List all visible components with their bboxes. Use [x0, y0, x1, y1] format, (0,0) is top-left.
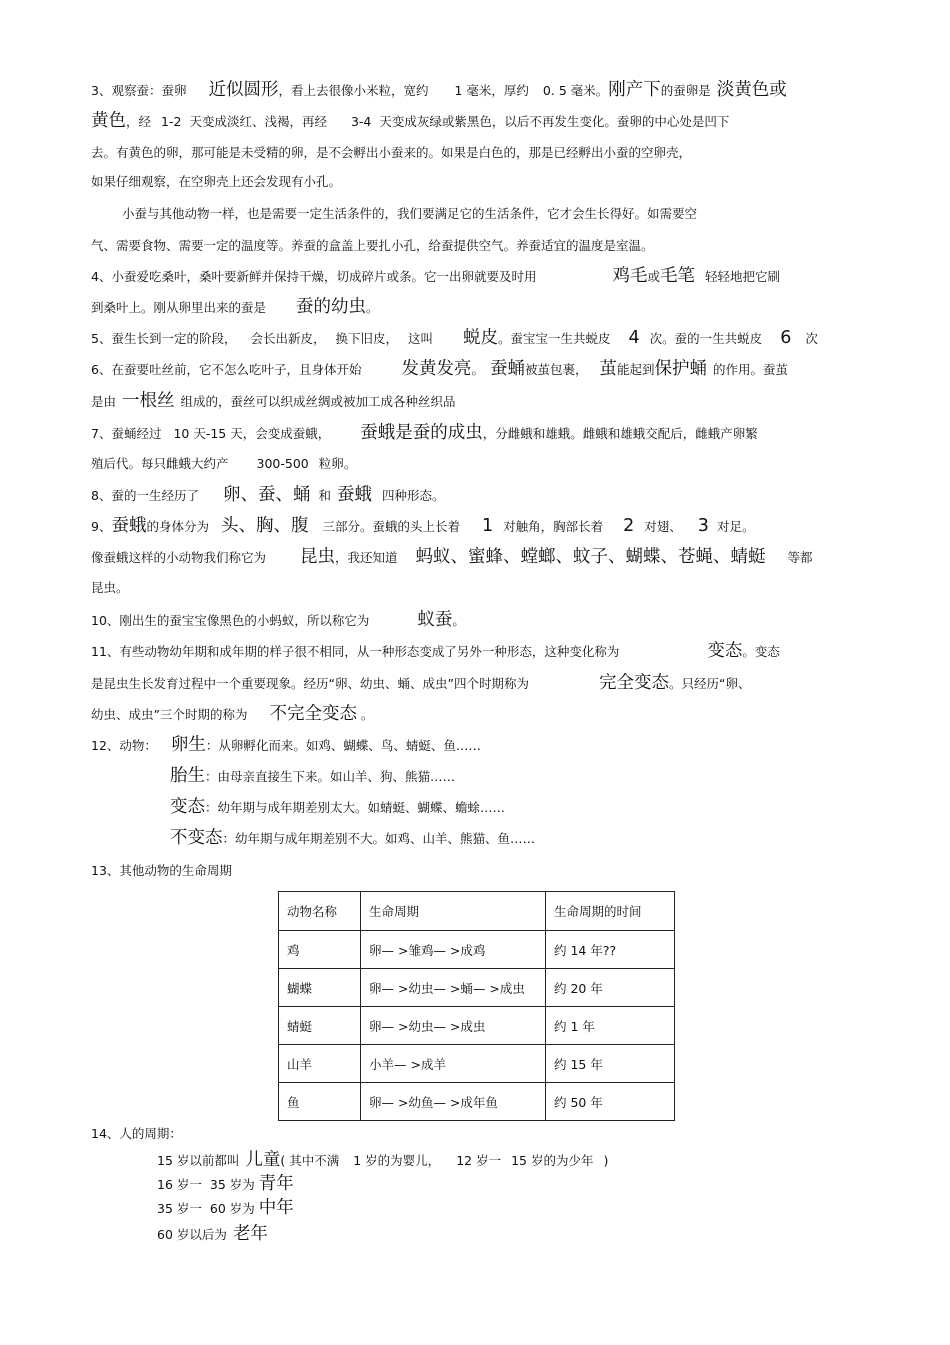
- s9-line3: [91, 578, 129, 598]
- s5-line1: [91, 328, 818, 349]
- answer: 毛笔: [659, 266, 695, 286]
- text: 小蚕与其他动物一样，也是需要一定生活条件的，我们要满足它的生活条件，它才会生长得好。如需要空: [122, 206, 698, 221]
- text: 10、刚出生的蚕宝宝像黑色的小蚂蚁，所以称它为: [91, 613, 370, 628]
- table-cell: 蜻蜓: [279, 1007, 361, 1045]
- text: 对翅、: [644, 519, 682, 534]
- s11-line3: [91, 704, 374, 725]
- table-cell: 约 50 年: [546, 1083, 675, 1121]
- text: 。只经历“卵、: [668, 676, 751, 691]
- text: 60 岁为: [209, 1201, 255, 1216]
- text: 次: [805, 331, 818, 346]
- s3-line6: [91, 236, 654, 256]
- s12-line1: [91, 735, 481, 756]
- text: 被茧包裹，: [524, 362, 588, 377]
- text: 8、蚕的一生经历了: [91, 488, 199, 503]
- text: 5、蚕生长到一定的阶段，: [91, 331, 237, 346]
- table-cell: 卵— >雏鸡— >成鸡: [361, 931, 546, 969]
- s7-line1: [91, 423, 758, 444]
- text: 3-4: [350, 114, 372, 129]
- answer: 6: [780, 328, 792, 348]
- s13-title: [91, 861, 232, 881]
- table-row: [279, 1007, 675, 1045]
- answer: 蚕的幼虫: [296, 297, 367, 317]
- s14-line1: [157, 1149, 608, 1172]
- s3-line4: [91, 172, 341, 192]
- text: 1 毫米，厚约: [454, 83, 529, 98]
- text: 三部分。蚕蛾的头上长着: [322, 519, 460, 534]
- text: 0. 5 毫米。: [542, 83, 609, 98]
- answer: 蚕蛾: [111, 516, 147, 536]
- answer: 不完全变态: [269, 704, 357, 724]
- text: 对触角，胸部长着: [503, 519, 604, 534]
- text: 昆虫。: [91, 580, 129, 595]
- answer: 胎生: [170, 766, 205, 786]
- text: 天变成灰绿或紫黑色，以后不再发生变化。蚕卵的中心处是凹下: [379, 114, 730, 129]
- text: 轻轻地把它刷: [704, 269, 780, 284]
- answer: 蚕蛾是蚕的成虫: [360, 423, 483, 443]
- text: 12、动物：: [91, 738, 157, 753]
- table-cell: 约 1 年: [546, 1007, 675, 1045]
- text: 或: [647, 269, 660, 284]
- text: 组成的，蚕丝可以织成丝绸或被加工成各种丝织品: [180, 394, 456, 409]
- s3-line5: [122, 204, 697, 224]
- text: 3、观察蚕：蚕卵: [91, 83, 187, 98]
- section-title: 13、其他动物的生命周期: [91, 863, 232, 878]
- text: 。: [360, 707, 374, 722]
- column-header: 动物名称: [279, 892, 361, 931]
- answer: 1: [481, 516, 494, 536]
- text: ，分雌蛾和雄蛾。雌蛾和雄蛾交配后，雌蛾产卵繁: [482, 426, 758, 441]
- text: ：幼年期与成年期差别不大。如鸡、山羊、熊猫、鱼……: [222, 831, 536, 846]
- s6-line2: [91, 391, 456, 412]
- text: 换下旧皮，: [335, 331, 398, 346]
- table-cell: 约 15 年: [546, 1045, 675, 1083]
- table-cell: 约 14 年??: [546, 931, 675, 969]
- s14-line2: [157, 1173, 294, 1196]
- s4-line1: [91, 266, 780, 287]
- answer: 蚁蚕: [417, 610, 453, 630]
- s12-line3: [170, 797, 505, 818]
- text: 的身体分为: [146, 519, 209, 534]
- answer: 蚂蚁、蜜蜂、螳螂、蚊子、蝴蝶、苍蝇、蜻蜓: [415, 547, 766, 567]
- text: 的蚕卵是: [660, 83, 711, 98]
- answer: 3: [697, 516, 709, 536]
- text: 是昆虫生长发育过程中一个重要现象。经历“卵、幼虫、蛹、成虫”四个时期称为: [91, 676, 529, 691]
- column-header: 生命周期的时间: [546, 892, 675, 931]
- table-row: [279, 1045, 675, 1083]
- s11-line1: [91, 641, 780, 662]
- answer: 近似圆形: [208, 80, 279, 100]
- s14-line3: [157, 1197, 294, 1220]
- text: 1-2: [161, 114, 182, 129]
- answer: 老年: [232, 1224, 268, 1244]
- table-header-row: [279, 892, 675, 931]
- s11-line2: [91, 673, 750, 694]
- answer: 儿童: [245, 1150, 281, 1170]
- s9-line1: [91, 516, 754, 537]
- text: 像蚕蛾这样的小动物我们称它为: [91, 550, 267, 565]
- answer: 不变态: [170, 828, 223, 848]
- answer: 卵、蚕、蛹: [222, 485, 311, 505]
- table-row: [279, 1083, 675, 1121]
- table-cell: 卵— >幼虫— >成虫: [361, 1007, 546, 1045]
- s14-title: [91, 1124, 182, 1144]
- table-cell: 卵— >幼鱼— >成年鱼: [361, 1083, 546, 1121]
- text: 。蚕宝宝一生共蜕皮: [498, 331, 611, 346]
- table-cell: 蝴蝶: [279, 969, 361, 1007]
- text: 35 岁为: [209, 1177, 255, 1192]
- answer: 中年: [258, 1198, 294, 1218]
- answer: 刚产下: [608, 80, 661, 100]
- s14-line4: [157, 1223, 268, 1246]
- text: 。变态: [742, 644, 780, 659]
- text: 1 岁的为婴儿，: [353, 1153, 441, 1168]
- text: ：由母亲直接生下来。如山羊、狗、熊猫……: [205, 769, 456, 784]
- text: 4、小蚕爱吃桑叶，桑叶要新鲜并保持干燥，切成碎片或条。它一出卵就要及时用: [91, 269, 537, 284]
- text: ，经: [126, 114, 152, 129]
- text: 35 岁一: [157, 1201, 202, 1216]
- text: 。: [452, 613, 465, 628]
- text: 能起到: [617, 362, 655, 377]
- s6-line1: [91, 359, 788, 380]
- text: 这叫: [408, 331, 434, 346]
- text: 10 天-15 天，会变成蚕蛾，: [173, 426, 331, 441]
- text: 16 岁一: [157, 1177, 202, 1192]
- answer: 茧: [599, 359, 617, 379]
- answer: 蚕蛹: [489, 359, 525, 379]
- text: 会长出新皮，: [250, 331, 326, 346]
- text: 15 岁的为少年: [511, 1153, 594, 1168]
- text: 7、蚕蛹经过: [91, 426, 162, 441]
- text: 天变成淡红、浅褐，再经: [189, 114, 327, 129]
- answer: 4: [628, 328, 640, 348]
- s10-line1: [91, 610, 465, 631]
- text: 300-500: [256, 456, 309, 471]
- s12-line2: [170, 766, 455, 787]
- answer: 2: [623, 516, 635, 536]
- text: 是由: [91, 394, 117, 409]
- table-cell: 约 20 年: [546, 969, 675, 1007]
- table-cell: 鱼: [279, 1083, 361, 1121]
- text: 9、: [91, 519, 112, 534]
- s4-line2: [91, 297, 379, 318]
- answer: 鸡毛: [612, 266, 648, 286]
- s8-line1: [91, 485, 445, 506]
- text: ，我还知道: [335, 550, 398, 565]
- text: 四种形态。: [381, 488, 445, 503]
- s3-line3: [91, 143, 691, 163]
- answer: 黄色: [91, 111, 126, 131]
- answer: 保护蛹: [654, 359, 708, 379]
- text: 和: [318, 488, 331, 503]
- text: 对足。: [716, 519, 755, 534]
- text: 。: [471, 362, 484, 377]
- s9-line2: [91, 547, 813, 568]
- text: 到桑叶上。刚从卵里出来的蚕是: [91, 300, 267, 315]
- text: 气、需要食物、需要一定的温度等。养蚕的盒盖上要扎小孔，给蚕提供空气。养蚕适宜的温度是室温。: [91, 238, 654, 253]
- column-header: 生命周期: [361, 892, 546, 931]
- answer: 青年: [258, 1174, 294, 1194]
- answer: 蜕皮: [463, 328, 499, 348]
- text: ：从卵孵化而来。如鸡、蝴蝶、鸟、蜻蜓、鱼……: [205, 738, 481, 753]
- text: 15 岁以前都叫: [157, 1153, 240, 1168]
- table-row: [279, 931, 675, 969]
- text: 粒卵。: [318, 456, 357, 471]
- lifecycle-table: [278, 891, 675, 1121]
- text: ): [603, 1153, 609, 1168]
- answer: 淡黄色或: [716, 80, 787, 100]
- s3-line1: [91, 80, 787, 101]
- s7-line2: [91, 454, 356, 474]
- text: 。: [366, 300, 379, 315]
- answer: 头、胸、腹: [220, 516, 309, 536]
- text: 等都: [787, 550, 813, 565]
- text: 11、有些动物幼年期和成年期的样子很不相同，从一种形态变成了另外一种形态，这种变化称为: [91, 644, 620, 659]
- text: 次。蚕的一生共蜕皮: [649, 331, 763, 346]
- text: 的作用。蚕茧: [713, 362, 789, 377]
- text: ，看上去很像小米粒，宽约: [278, 83, 429, 98]
- answer: 变态: [170, 797, 205, 817]
- answer: 一根丝: [122, 391, 175, 411]
- table-cell: 小羊— >成羊: [361, 1045, 546, 1083]
- text: ：幼年期与成年期差别太大。如蜻蜓、蝴蝶、蟾蜍……: [205, 800, 506, 815]
- text: 去。有黄色的卵，那可能是未受精的卵，是不会孵出小蚕来的。如果是白色的，那是已经孵出小蚕的空卵壳，: [91, 145, 692, 160]
- answer: 蚕蛾: [336, 485, 372, 505]
- text: 6、在蚕要吐丝前，它不怎么吃叶子，且身体开始: [91, 362, 362, 377]
- table-row: [279, 969, 675, 1007]
- answer: 变态: [707, 641, 743, 661]
- text: 60 岁以后为: [157, 1227, 227, 1242]
- answer: 完全变态: [598, 673, 669, 693]
- answer: 发黄发亮: [401, 359, 472, 379]
- text: ( 其中不满: [280, 1153, 340, 1168]
- answer: 昆虫: [300, 547, 336, 567]
- s12-line4: [170, 828, 535, 849]
- text: 幼虫、成虫”三个时期的称为: [91, 707, 248, 722]
- text: 殖后代。每只雌蛾大约产: [91, 456, 229, 471]
- table-cell: 鸡: [279, 931, 361, 969]
- table-cell: 卵— >幼虫— >蛹— >成虫: [361, 969, 546, 1007]
- text: 如果仔细观察，在空卵壳上还会发现有小孔。: [91, 174, 342, 189]
- text: 12 岁一: [456, 1153, 502, 1168]
- s3-line2: [91, 111, 729, 132]
- section-title: 14、人的周期：: [91, 1126, 182, 1141]
- answer: 卵生: [170, 735, 206, 755]
- table-cell: 山羊: [279, 1045, 361, 1083]
